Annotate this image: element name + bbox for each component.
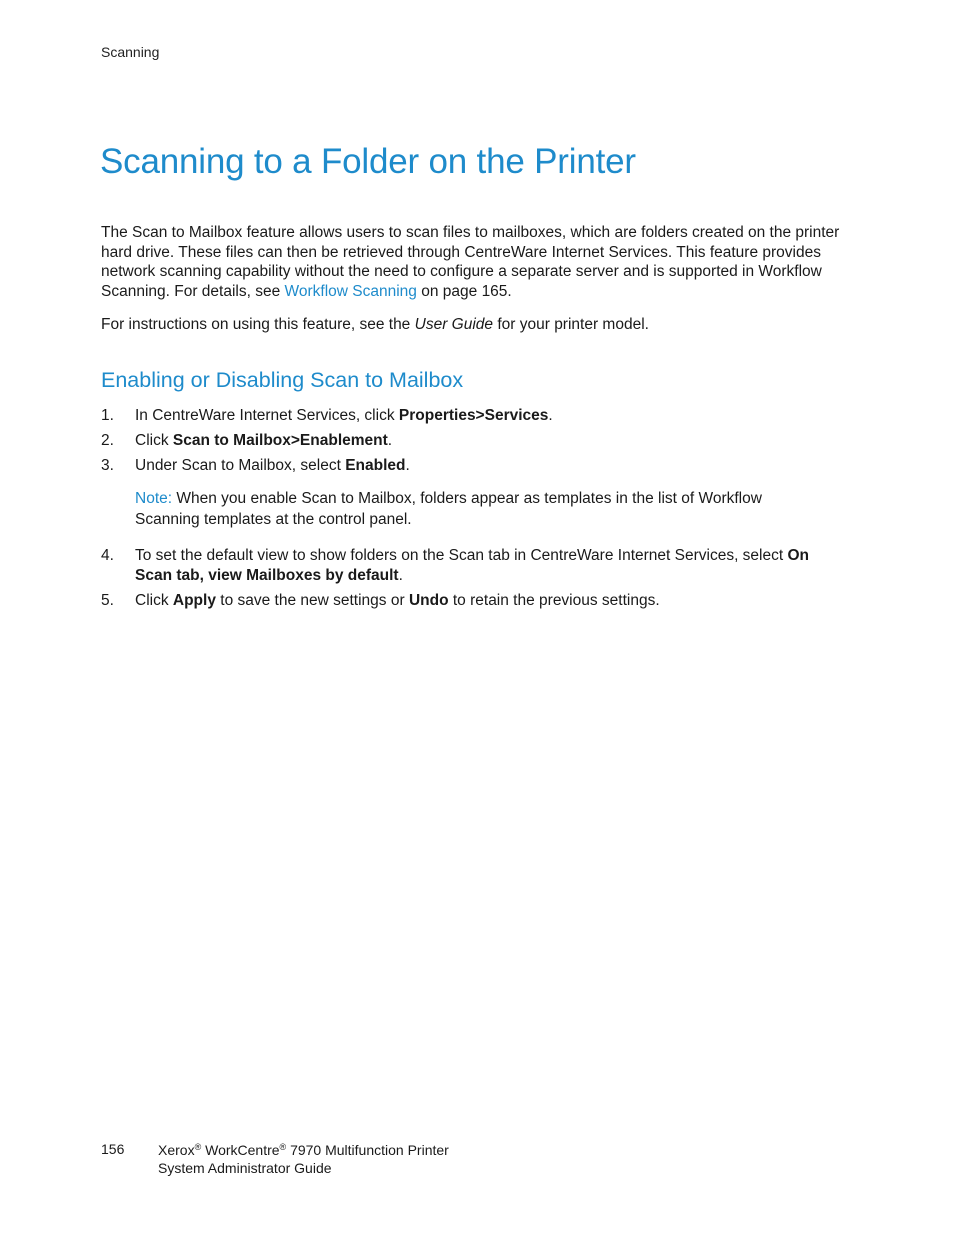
step-number: 4.	[101, 547, 114, 564]
workflow-scanning-link[interactable]: Workflow Scanning	[284, 282, 417, 300]
running-header: Scanning	[101, 44, 160, 60]
step-text-end: .	[405, 457, 410, 474]
footer-product-line	[158, 1141, 449, 1159]
intro-paragraph	[101, 223, 861, 301]
step-text-part: In CentreWare Internet Services, click	[135, 407, 399, 424]
step-text-end: .	[398, 566, 403, 584]
step-text-part: Click	[135, 592, 173, 609]
step-bold-term: Properties>Services	[398, 407, 549, 424]
step-text	[135, 456, 845, 476]
page-number: 156	[101, 1141, 125, 1157]
registered-mark: ®	[279, 1142, 287, 1152]
step-number: 1.	[101, 407, 114, 424]
footer-product-name: WorkCentre	[201, 1142, 280, 1158]
registered-mark: ®	[194, 1142, 202, 1152]
step-number: 3.	[101, 457, 114, 474]
note-text: When you enable Scan to Mailbox, folders appear as templates in the list of Workflow Scanning templates at the control panel.	[135, 490, 762, 528]
step-bold-term: Enabled	[345, 457, 406, 474]
step-text-end: to retain the previous settings.	[448, 592, 660, 609]
footer-guide-line: System Administrator Guide	[158, 1160, 332, 1176]
step-text-end: .	[387, 432, 393, 449]
instructions-after: for your printer model.	[493, 316, 649, 333]
step-bold-term: Apply	[172, 592, 216, 609]
step-text-end: .	[548, 407, 553, 424]
intro-page-ref: on page 165.	[416, 282, 512, 300]
step-number: 2.	[101, 432, 114, 449]
instructions-before: For instructions on using this feature, see the	[101, 316, 415, 333]
step-text-middle: to save the new settings or	[215, 592, 409, 609]
user-guide-reference: User Guide	[414, 316, 494, 333]
step-text	[135, 546, 845, 585]
footer-model: 7970 Multifunction Printer	[286, 1142, 449, 1158]
intro-text: The Scan to Mailbox feature allows users to scan files to mailboxes, which are folders created on the printer hard drive. These files can then be retrieved through CentreWare Internet Services. This feature provides network scanning capability without the need to configure a separate server and is supported in Workflow Scanning. For details, see	[101, 224, 840, 300]
step-text	[135, 406, 845, 426]
step-bold-term: On Scan tab, view Mailboxes by default	[135, 547, 810, 584]
section-heading: Enabling or Disabling Scan to Mailbox	[101, 368, 464, 392]
step-text-part: Click	[135, 432, 173, 449]
step-text	[135, 431, 845, 451]
step-number: 5.	[101, 592, 114, 609]
footer-product	[158, 1141, 449, 1177]
instructions-paragraph	[101, 315, 861, 335]
note-block	[135, 488, 825, 530]
step-bold-term: Scan to Mailbox>Enablement	[172, 432, 388, 449]
step-bold-term: Undo	[408, 592, 449, 609]
footer-brand: Xerox	[158, 1142, 195, 1158]
step-text-part: To set the default view to show folders on the Scan tab in CentreWare Internet Services, select	[135, 547, 788, 564]
step-text	[135, 591, 845, 611]
step-text-part: Under Scan to Mailbox, select	[135, 457, 346, 474]
note-label: Note:	[135, 490, 173, 507]
page-title: Scanning to a Folder on the Printer	[100, 142, 636, 181]
